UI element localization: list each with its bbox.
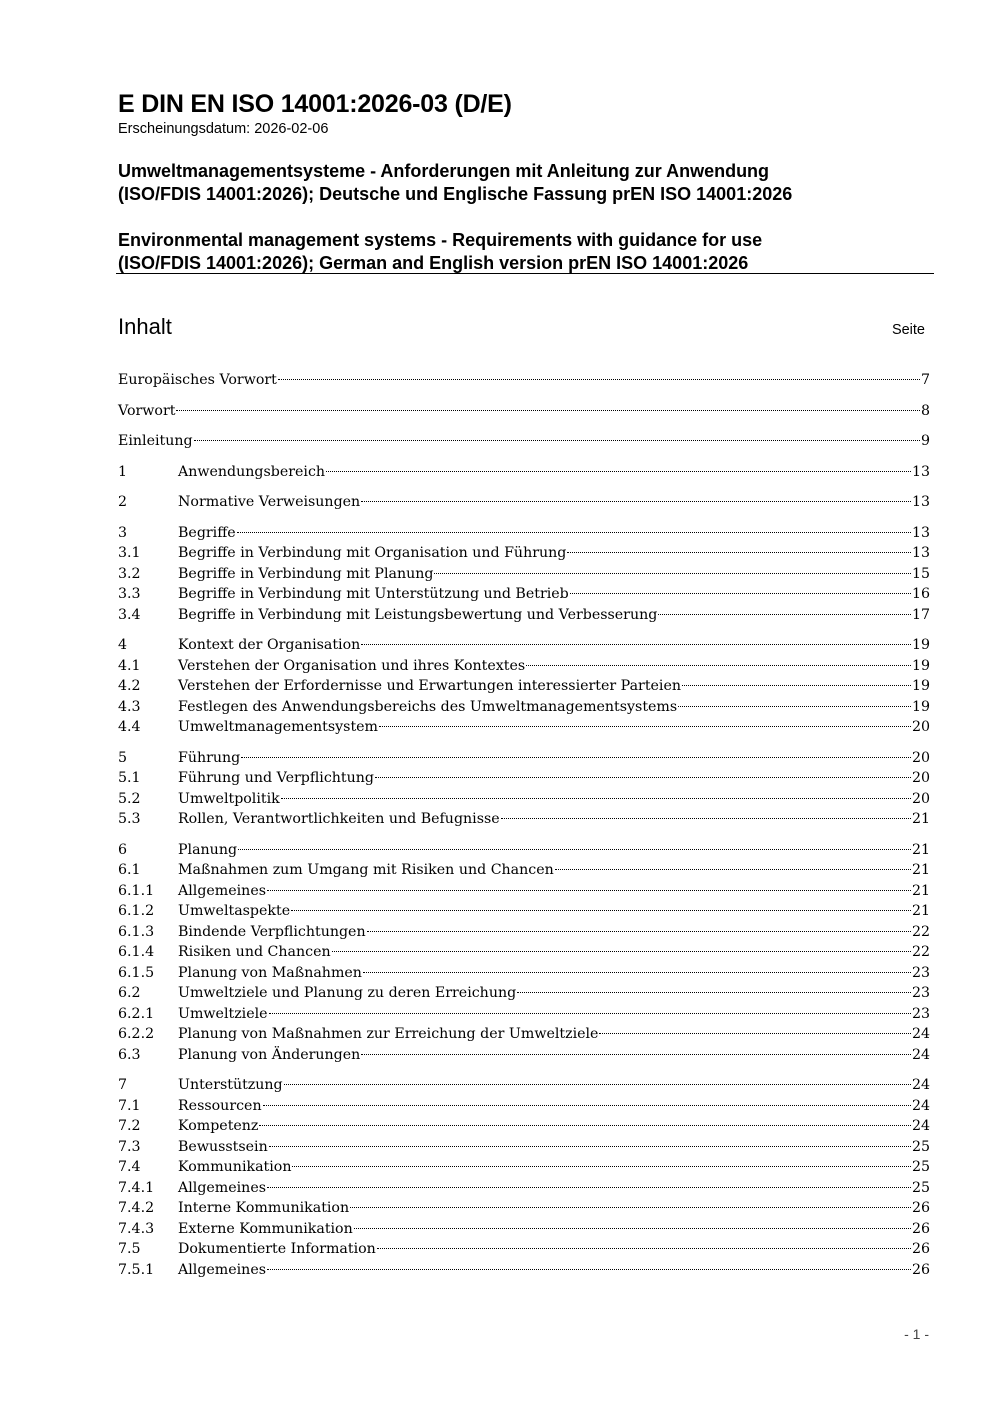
toc-entry-title[interactable]: Begriffe in Verbindung mit Planung <box>178 565 434 582</box>
toc-entry-page[interactable]: 20 <box>911 719 930 735</box>
toc-entry-title[interactable]: Umweltpolitik <box>178 790 280 807</box>
toc-entry-page[interactable]: 24 <box>911 1046 930 1063</box>
toc-entry-number: 1 <box>118 463 128 480</box>
toc-entry[interactable] <box>118 1198 930 1219</box>
toc-entry-number: 4.1 <box>118 657 141 674</box>
toc-entry[interactable] <box>118 963 930 984</box>
toc-entry[interactable] <box>118 983 930 1004</box>
publication-date: Erscheinungsdatum: 2026-02-06 <box>118 121 329 137</box>
toc-dot-leader <box>354 1228 911 1229</box>
toc-dot-leader <box>678 706 911 707</box>
toc-heading: Inhalt <box>118 314 172 339</box>
toc-entry-title[interactable]: Begriffe in Verbindung mit Unterstützung und Betrieb <box>178 586 569 602</box>
toc-entry[interactable] <box>118 1137 930 1158</box>
toc-entry-title[interactable]: Umweltziele <box>178 1005 268 1022</box>
toc-entry-title[interactable]: Führung und Verpflichtung <box>178 770 374 786</box>
toc-entry-title[interactable]: Vorwort <box>118 402 176 419</box>
toc-dot-leader <box>350 1207 911 1208</box>
table-of-contents <box>118 370 930 1280</box>
title-english-line-2: (ISO/FDIS 14001:2026); German and English version prEN ISO 14001:2026 <box>118 253 749 273</box>
toc-entry-title[interactable]: Allgemeines <box>178 1179 266 1196</box>
toc-entry[interactable] <box>118 431 930 452</box>
toc-entry-title[interactable]: Umweltaspekte <box>178 903 291 919</box>
toc-entry[interactable] <box>118 881 930 902</box>
toc-entry-page[interactable]: 25 <box>911 1159 930 1175</box>
toc-entry-title[interactable]: Umweltmanagementsystem <box>178 719 378 735</box>
toc-entry-number: 6.1.5 <box>118 964 155 981</box>
toc-dot-leader <box>267 890 911 891</box>
toc-entry-title[interactable]: Umweltziele und Planung zu deren Erreichung <box>178 985 517 1001</box>
toc-entry-page[interactable]: 26 <box>911 1220 930 1237</box>
toc-entry-number: 3.1 <box>118 545 141 561</box>
toc-entry[interactable] <box>118 1239 930 1260</box>
toc-dot-leader <box>570 593 911 594</box>
toc-entry-page[interactable]: 13 <box>911 524 930 541</box>
toc-entry-number: 6.1.1 <box>118 882 155 899</box>
toc-entry[interactable] <box>118 1260 930 1281</box>
toc-entry-title[interactable]: Ressourcen <box>178 1097 262 1114</box>
toc-entry-number: 3 <box>118 524 128 541</box>
toc-entry[interactable] <box>118 860 930 881</box>
page-number: - 1 - <box>904 1326 929 1342</box>
toc-entry-page[interactable]: 15 <box>911 565 930 582</box>
toc-entry-title[interactable]: Führung <box>178 749 241 766</box>
toc-dot-leader <box>326 471 911 472</box>
toc-entry-number: 5.3 <box>118 811 141 827</box>
toc-entry-page[interactable]: 22 <box>911 944 930 960</box>
toc-entry-page[interactable]: 24 <box>911 1118 930 1134</box>
toc-dot-leader <box>361 501 911 502</box>
toc-entry-title[interactable]: Planung von Maßnahmen zur Erreichung der Umweltziele <box>178 1026 599 1042</box>
toc-entry-page[interactable]: 9 <box>920 433 930 449</box>
toc-entry[interactable] <box>118 676 930 697</box>
toc-entry-title[interactable]: Einleitung <box>118 433 193 449</box>
toc-entry-title[interactable]: Allgemeines <box>178 1261 266 1278</box>
toc-entry-number: 4.4 <box>118 719 141 735</box>
toc-entry[interactable] <box>118 523 930 544</box>
toc-entry-number: 4.3 <box>118 698 141 715</box>
toc-entry-number: 6.1 <box>118 862 141 878</box>
toc-dot-leader <box>526 665 911 666</box>
toc-entry[interactable] <box>118 1075 930 1096</box>
toc-entry-page[interactable]: 20 <box>911 749 930 766</box>
toc-dot-leader <box>278 379 920 380</box>
toc-entry[interactable] <box>118 789 930 810</box>
toc-dot-leader <box>555 869 911 870</box>
toc-entry[interactable] <box>118 1178 930 1199</box>
toc-entry-page[interactable]: 19 <box>911 698 930 715</box>
toc-dot-leader <box>267 1269 911 1270</box>
toc-dot-leader <box>375 777 911 778</box>
toc-entry-number: 7 <box>118 1077 128 1093</box>
toc-dot-leader <box>281 798 911 799</box>
toc-entry-title[interactable]: Dokumentierte Information <box>178 1241 376 1257</box>
toc-entry-title[interactable]: Begriffe <box>178 524 236 541</box>
toc-entry-number: 4.2 <box>118 678 141 694</box>
toc-entry-title[interactable]: Kompetenz <box>178 1118 259 1134</box>
toc-entry-title[interactable]: Europäisches Vorwort <box>118 372 277 388</box>
toc-entry[interactable] <box>118 1219 930 1240</box>
toc-entry[interactable] <box>118 697 930 718</box>
toc-dot-leader <box>363 972 911 973</box>
toc-entry-page[interactable]: 21 <box>911 903 930 919</box>
toc-entry[interactable] <box>118 840 930 861</box>
toc-entry-page[interactable]: 23 <box>911 985 930 1001</box>
toc-entry-title[interactable]: Planung von Maßnahmen <box>178 964 362 981</box>
toc-entry-title[interactable]: Interne Kommunikation <box>178 1200 350 1216</box>
toc-entry-number: 7.4.2 <box>118 1200 155 1216</box>
toc-entry-number: 5.2 <box>118 790 141 807</box>
toc-entry[interactable] <box>118 564 930 585</box>
toc-entry-number: 6.1.4 <box>118 944 155 960</box>
toc-entry-page[interactable]: 26 <box>911 1241 930 1257</box>
toc-entry-number: 6.2.1 <box>118 1005 155 1022</box>
toc-entry[interactable] <box>118 809 930 830</box>
toc-entry-page[interactable]: 13 <box>911 463 930 480</box>
toc-entry-page[interactable]: 16 <box>911 586 930 602</box>
toc-entry-title[interactable]: Allgemeines <box>178 882 266 899</box>
toc-entry-number: 6.3 <box>118 1046 141 1063</box>
toc-entry[interactable] <box>118 401 930 422</box>
toc-entry-number: 3.4 <box>118 606 141 623</box>
toc-entry-page[interactable]: 13 <box>911 545 930 561</box>
toc-entry-title[interactable]: Planung von Änderungen <box>178 1046 361 1063</box>
toc-dot-leader <box>269 1146 911 1147</box>
toc-entry-number: 5.1 <box>118 770 141 786</box>
toc-entry[interactable] <box>118 462 930 483</box>
toc-entry-title[interactable]: Maßnahmen zum Umgang mit Risiken und Chancen <box>178 862 554 878</box>
toc-entry-number: 7.5.1 <box>118 1261 155 1278</box>
toc-dot-leader <box>237 532 911 533</box>
toc-entry-page[interactable]: 19 <box>911 678 930 694</box>
toc-entry-page[interactable]: 23 <box>911 964 930 981</box>
toc-dot-leader <box>292 1166 910 1167</box>
toc-entry-title[interactable]: Begriffe in Verbindung mit Leistungsbewertung und Verbesserung <box>178 606 658 623</box>
title-english-line-1: Environmental management systems - Requirements with guidance for use <box>118 230 763 250</box>
toc-entry-page[interactable]: 24 <box>911 1077 930 1093</box>
toc-entry-number: 7.1 <box>118 1097 141 1114</box>
title-divider <box>116 273 934 274</box>
toc-dot-leader <box>263 1105 911 1106</box>
toc-entry-page[interactable]: 21 <box>911 882 930 899</box>
toc-entry-page[interactable]: 25 <box>911 1179 930 1196</box>
toc-entry-page[interactable]: 23 <box>911 1005 930 1022</box>
toc-entry-number: 4 <box>118 637 128 653</box>
toc-entry-number: 7.4.3 <box>118 1220 155 1237</box>
toc-dot-leader <box>241 757 911 758</box>
toc-entry-page[interactable]: 19 <box>911 657 930 674</box>
toc-entry[interactable] <box>118 1096 930 1117</box>
toc-entry-number: 6.1.3 <box>118 923 155 940</box>
toc-entry[interactable] <box>118 584 930 605</box>
toc-entry[interactable] <box>118 748 930 769</box>
toc-entry-title[interactable]: Verstehen der Organisation und ihres Kontextes <box>178 657 526 674</box>
toc-entry[interactable] <box>118 1116 930 1137</box>
toc-entry-title[interactable]: Begriffe in Verbindung mit Organisation und Führung <box>178 545 567 561</box>
toc-entry-title[interactable]: Externe Kommunikation <box>178 1220 353 1237</box>
toc-entry-number: 7.5 <box>118 1241 141 1257</box>
toc-entry[interactable] <box>118 1157 930 1178</box>
toc-dot-leader <box>284 1084 911 1085</box>
toc-dot-leader <box>682 685 911 686</box>
toc-entry[interactable] <box>118 656 930 677</box>
toc-entry-number: 3.2 <box>118 565 141 582</box>
toc-entry-title[interactable]: Verstehen der Erfordernisse und Erwartungen interessierter Parteien <box>178 678 681 694</box>
toc-entry-title[interactable]: Kommunikation <box>178 1159 292 1175</box>
toc-entry-page[interactable]: 13 <box>911 494 930 510</box>
document-id: E DIN EN ISO 14001:2026-03 (D/E) <box>118 90 512 118</box>
toc-dot-leader <box>291 910 911 911</box>
toc-dot-leader <box>267 1187 911 1188</box>
toc-entry[interactable] <box>118 605 930 626</box>
toc-dot-leader <box>259 1125 911 1126</box>
title-english <box>118 229 762 275</box>
toc-entry-page[interactable]: 8 <box>920 402 930 419</box>
toc-dot-leader <box>567 552 911 553</box>
toc-entry-number: 6.2 <box>118 985 141 1001</box>
toc-entry-number: 7.4 <box>118 1159 141 1175</box>
toc-entry-page[interactable]: 25 <box>911 1138 930 1155</box>
toc-entry-title[interactable]: Anwendungsbereich <box>178 463 326 480</box>
toc-entry-number: 6.2.2 <box>118 1026 155 1042</box>
toc-dot-leader <box>658 614 911 615</box>
toc-dot-leader <box>361 1054 911 1055</box>
toc-entry[interactable] <box>118 942 930 963</box>
toc-entry-number: 7.4.1 <box>118 1179 155 1196</box>
toc-entry-title[interactable]: Normative Verweisungen <box>178 494 361 510</box>
toc-entry-number: 6 <box>118 841 128 858</box>
toc-entry[interactable] <box>118 543 930 564</box>
toc-entry-title[interactable]: Rollen, Verantwortlichkeiten und Befugnisse <box>178 811 500 827</box>
toc-dot-leader <box>361 644 911 645</box>
toc-entry-number: 7.2 <box>118 1118 141 1134</box>
toc-entry-title[interactable]: Planung <box>178 841 238 858</box>
toc-entry[interactable] <box>118 1004 930 1025</box>
toc-entry-number: 2 <box>118 494 128 510</box>
toc-entry-page[interactable]: 17 <box>911 606 930 623</box>
toc-entry-page[interactable]: 21 <box>911 862 930 878</box>
toc-dot-leader <box>517 992 911 993</box>
title-german-line-1: Umweltmanagementsysteme - Anforderungen mit Anleitung zur Anwendung <box>118 161 770 181</box>
title-german <box>118 160 792 206</box>
toc-entry[interactable] <box>118 1024 930 1045</box>
toc-dot-leader <box>194 440 920 441</box>
toc-entry[interactable] <box>118 768 930 789</box>
toc-entry[interactable] <box>118 635 930 656</box>
toc-entry[interactable] <box>118 922 930 943</box>
toc-entry-page[interactable]: 7 <box>920 372 930 388</box>
toc-entry-number: 5 <box>118 749 128 766</box>
toc-entry-title[interactable]: Bewusstsein <box>178 1138 268 1155</box>
toc-entry-number: 3.3 <box>118 586 141 602</box>
title-german-line-2: (ISO/FDIS 14001:2026); Deutsche und Englische Fassung prEN ISO 14001:2026 <box>118 184 793 204</box>
toc-entry-title[interactable]: Bindende Verpflichtungen <box>178 923 366 940</box>
toc-entry-title[interactable]: Risiken und Chancen <box>178 944 331 960</box>
toc-entry[interactable] <box>118 492 930 513</box>
toc-dot-leader <box>377 1248 911 1249</box>
toc-dot-leader <box>269 1013 911 1014</box>
toc-entry-title[interactable]: Kontext der Organisation <box>178 637 361 653</box>
toc-entry-title[interactable]: Festlegen des Anwendungsbereichs des Umweltmanagementsystems <box>178 698 678 715</box>
toc-entry[interactable] <box>118 1045 930 1066</box>
toc-entry-page[interactable]: 24 <box>911 1097 930 1114</box>
toc-entry[interactable] <box>118 901 930 922</box>
toc-entry-page[interactable]: 20 <box>911 770 930 786</box>
toc-dot-leader <box>367 931 911 932</box>
toc-page-label: Seite <box>891 322 925 338</box>
toc-entry-page[interactable]: 20 <box>911 790 930 807</box>
toc-dot-leader <box>379 726 911 727</box>
toc-entry[interactable] <box>118 370 930 391</box>
toc-dot-leader <box>176 410 920 411</box>
toc-dot-leader <box>434 573 910 574</box>
toc-entry-page[interactable]: 26 <box>911 1200 930 1216</box>
toc-entry-page[interactable]: 21 <box>911 811 930 827</box>
toc-dot-leader <box>332 951 911 952</box>
toc-entry-page[interactable]: 22 <box>911 923 930 940</box>
toc-dot-leader <box>238 849 911 850</box>
toc-entry-number: 6.1.2 <box>118 903 155 919</box>
toc-entry[interactable] <box>118 717 930 738</box>
toc-entry-title[interactable]: Unterstützung <box>178 1077 283 1093</box>
toc-entry-page[interactable]: 24 <box>911 1026 930 1042</box>
toc-entry-page[interactable]: 19 <box>911 637 930 653</box>
toc-entry-page[interactable]: 26 <box>911 1261 930 1278</box>
toc-entry-number: 7.3 <box>118 1138 141 1155</box>
toc-entry-page[interactable]: 21 <box>911 841 930 858</box>
toc-dot-leader <box>501 818 911 819</box>
toc-dot-leader <box>599 1033 910 1034</box>
